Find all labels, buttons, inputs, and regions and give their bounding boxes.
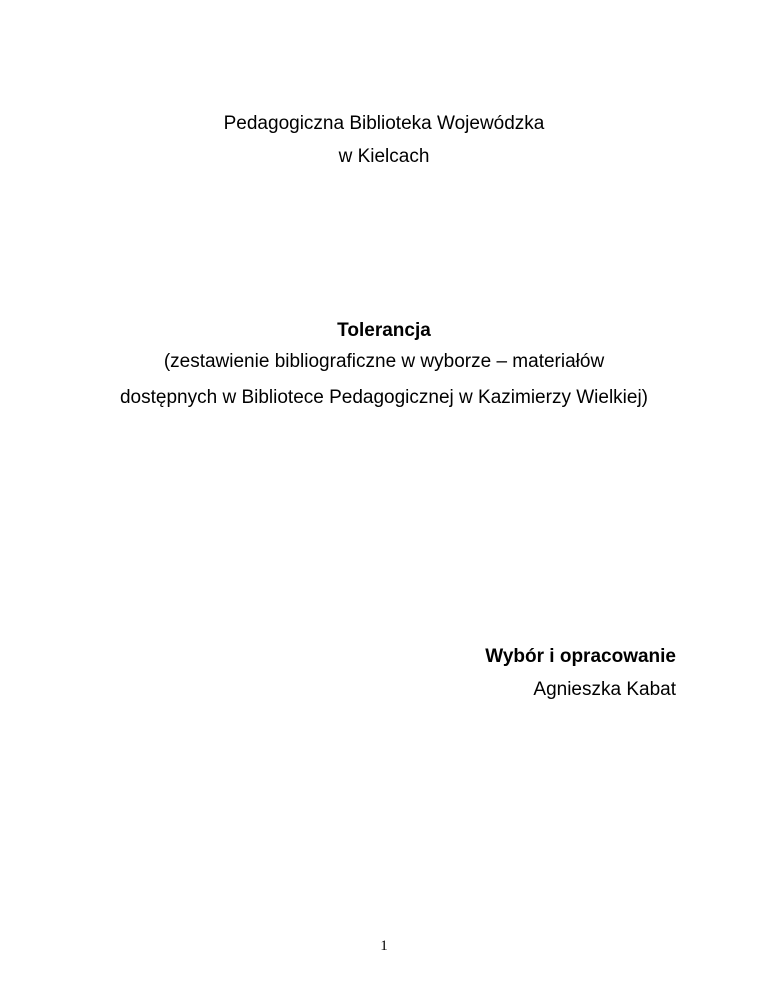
institution-city: w Kielcach [338,146,430,167]
document-subtitle-line2: dostępnych w Bibliotece Pedagogicznej w Kazimierzy Wielkiej) [119,387,648,408]
document-title: Tolerancja [337,320,431,341]
page-number: 1 [380,938,388,954]
author-name: Agnieszka Kabat [533,679,676,700]
institution-name: Pedagogiczna Biblioteka Wojewódzka [223,113,545,134]
credits-label: Wybór i opracowanie [485,646,676,667]
document-subtitle-line1: (zestawienie bibliograficzne w wyborze – materiałów [163,351,605,372]
